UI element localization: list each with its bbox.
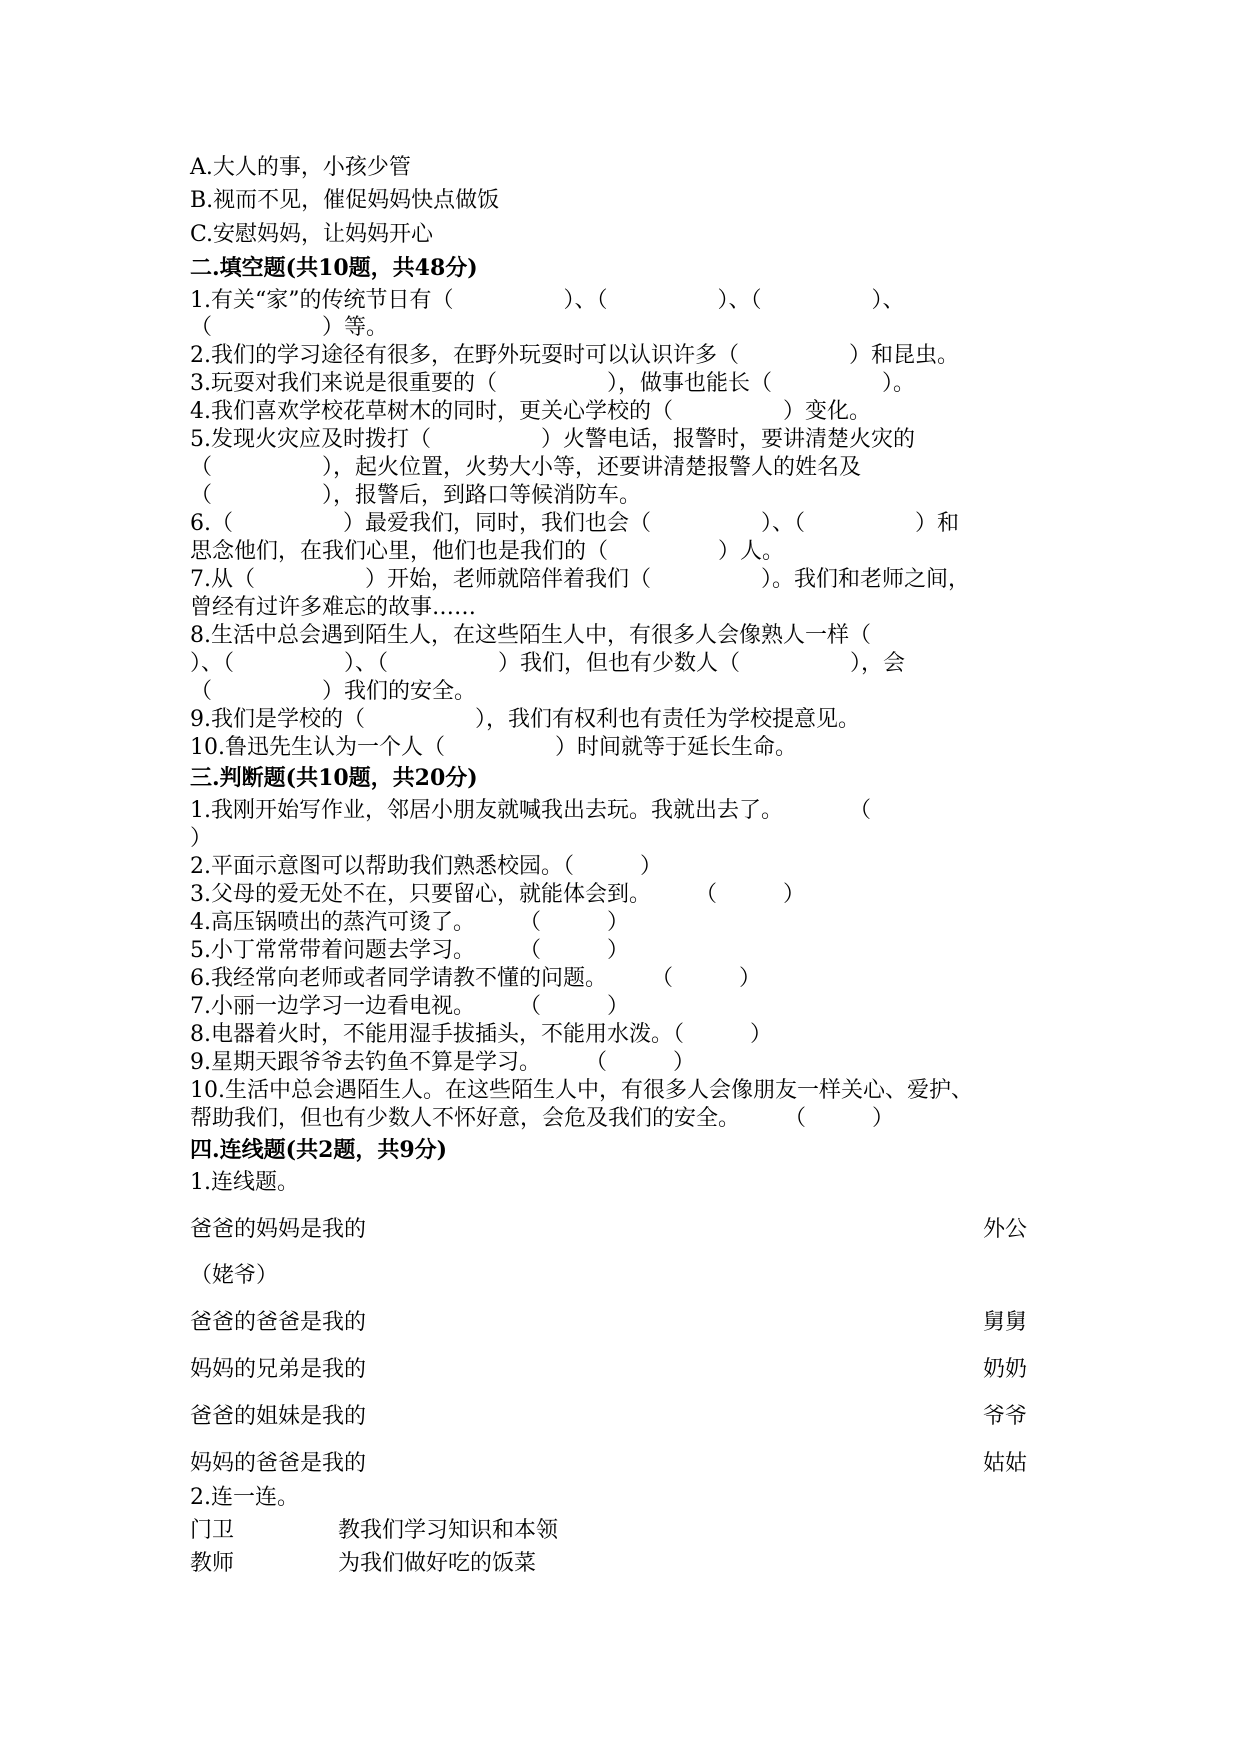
match-left-item: 爸爸的姐妹是我的 [190,1404,367,1429]
judge-line: ） [190,826,213,851]
match-right-item: 舅舅 [983,1310,1028,1335]
fill-line: 5.发现火灾应及时拨打（ ）火警电话，报警时，要讲清楚火灾的 [190,427,915,452]
judge-line: 2.平面示意图可以帮助我们熟悉校园。（ ） [190,854,662,879]
judge-line: 10.生活中总会遇陌生人。在这些陌生人中，有很多人会像朋友一样关心、爱护、 [190,1078,973,1103]
judge-line: 7.小丽一边学习一边看电视。 （ ） [190,994,629,1019]
match-q2-right-item: 教我们学习知识和本领 [338,1518,559,1543]
match-left-item: 妈妈的爸爸是我的 [190,1451,367,1476]
fill-line: 1.有关“家”的传统节日有（ ）、（ ）、（ ）、 [190,288,905,313]
judge-line: 4.高压锅喷出的蒸汽可烫了。 （ ） [190,910,629,935]
match-q1-label: 1.连线题。 [190,1170,299,1195]
match-q2-left-item: 教师 [190,1551,235,1576]
match-left-item: （姥爷） [190,1263,279,1288]
fill-line: （ ），起火位置，火势大小等，还要讲清楚报警人的姓名及 [190,455,862,480]
option-a: A.大人的事，小孩少管 [190,155,411,180]
judge-line: 9.星期天跟爷爷去钓鱼不算是学习。 （ ） [190,1050,695,1075]
match-q2-label: 2.连一连。 [190,1485,299,1510]
fill-line: 3.玩耍对我们来说是很重要的（ ），做事也能长（ ）。 [190,371,915,396]
match-right-item: 姑姑 [983,1451,1028,1476]
fill-line: ）、（ ）、（ ）我们，但也有少数人（ ），会 [190,651,906,676]
option-c: C.安慰妈妈，让妈妈开心 [190,222,434,247]
match-left-item: 爸爸的妈妈是我的 [190,1217,367,1242]
fill-line: （ ）等。 [190,315,389,340]
section-title-match: 四.连线题(共2题，共9分) [190,1137,448,1163]
fill-line: 8.生活中总会遇到陌生人，在这些陌生人中，有很多人会像熟人一样（ [190,623,871,648]
section-title-fill: 二.填空题(共10题，共48分) [190,255,478,281]
fill-line: （ ），报警后，到路口等候消防车。 [190,483,642,508]
fill-line: 思念他们，在我们心里，他们也是我们的（ ）人。 [190,539,785,564]
judge-line: 帮助我们，但也有少数人不怀好意，会危及我们的安全。 （ ） [190,1106,895,1131]
fill-line: 曾经有过许多难忘的故事…… [190,595,477,620]
fill-line: 10.鲁迅先生认为一个人（ ）时间就等于延长生命。 [190,735,797,760]
judge-line: 3.父母的爱无处不在，只要留心，就能体会到。 （ ） [190,882,805,907]
match-right-item: 奶奶 [983,1357,1028,1382]
judge-line: 1.我刚开始写作业，邻居小朋友就喊我出去玩。我就出去了。 （ [190,798,871,823]
match-left-item: 妈妈的兄弟是我的 [190,1357,367,1382]
section-title-judge: 三.判断题(共10题，共20分) [190,765,478,791]
fill-line: 2.我们的学习途径有很多，在野外玩耍时可以认识许多（ ）和昆虫。 [190,343,959,368]
match-right-item: 爷爷 [983,1404,1028,1429]
option-b: B.视而不见，催促妈妈快点做饭 [190,188,500,213]
match-q2-right-item: 为我们做好吃的饭菜 [338,1551,537,1576]
judge-line: 6.我经常向老师或者同学请教不懂的问题。 （ ） [190,966,761,991]
match-right-item: 外公 [983,1217,1028,1242]
match-q2-left-item: 门卫 [190,1518,235,1543]
judge-line: 8.电器着火时，不能用湿手拔插头，不能用水泼。（ ） [190,1022,772,1047]
fill-line: 6.（ ）最爱我们，同时，我们也会（ ）、（ ）和 [190,511,959,536]
fill-line: 9.我们是学校的（ ），我们有权利也有责任为学校提意见。 [190,707,860,732]
match-left-item: 爸爸的爸爸是我的 [190,1310,367,1335]
fill-line: 4.我们喜欢学校花草树木的同时，更关心学校的（ ）变化。 [190,399,871,424]
judge-line: 5.小丁常常带着问题去学习。 （ ） [190,938,629,963]
fill-line: （ ）我们的安全。 [190,679,477,704]
fill-line: 7.从（ ）开始，老师就陪伴着我们（ ）。我们和老师之间， [190,567,970,592]
